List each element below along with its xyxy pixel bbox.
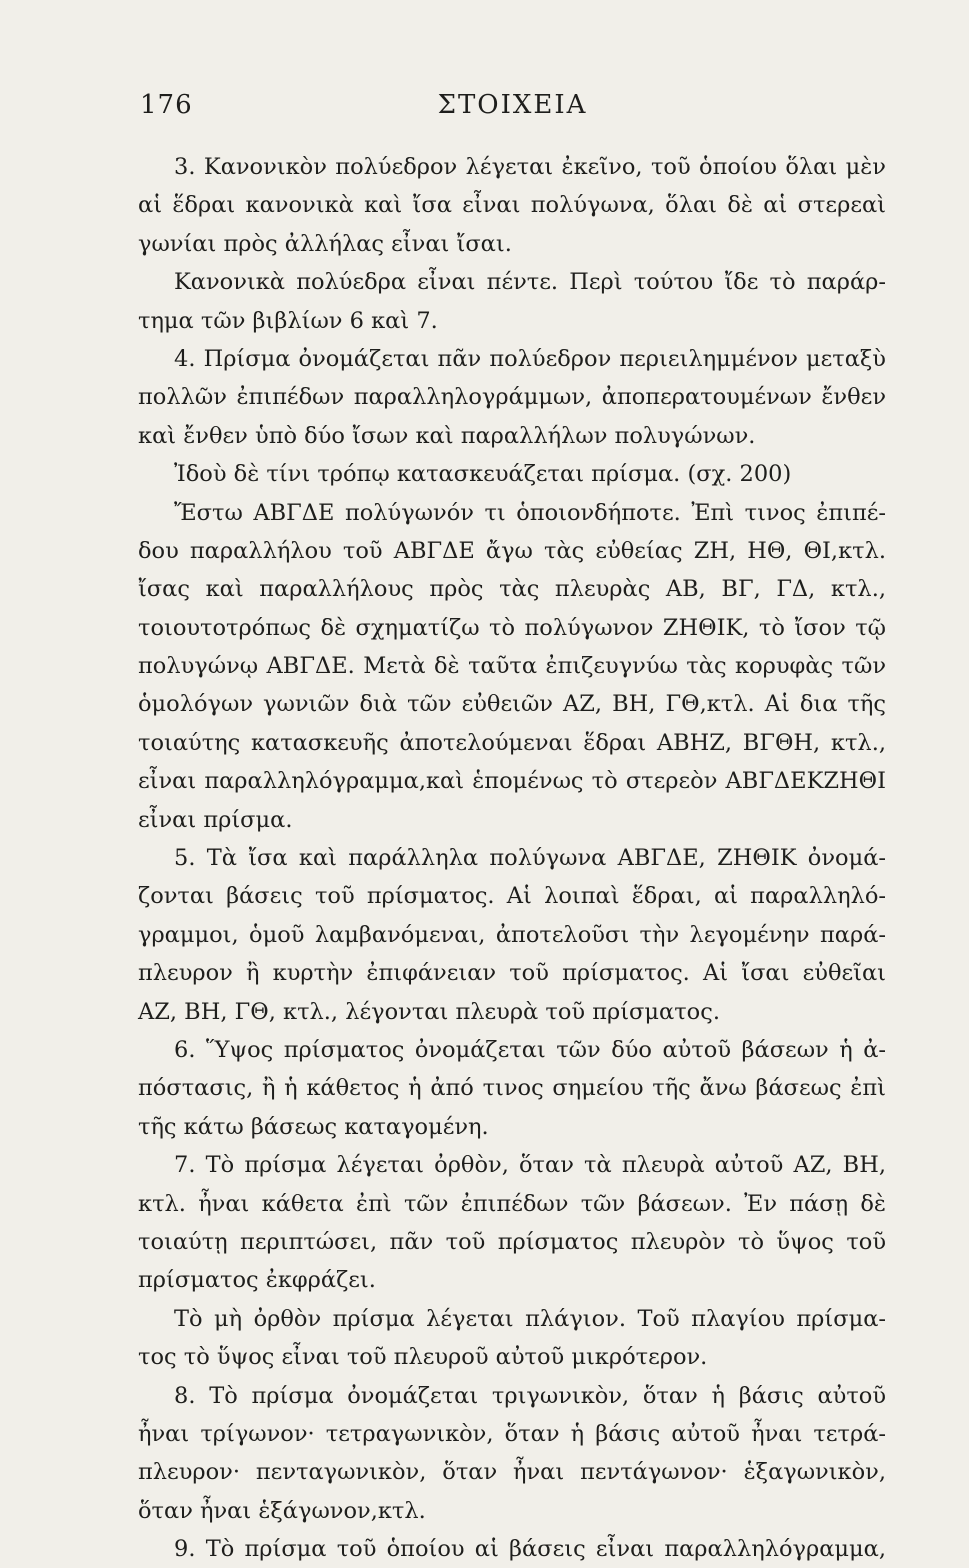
text-line: ἦναι τρίγωνον· τετραγωνικὸν, ὅταν ἡ βάσις αὐτοῦ ἦναι τετρά- xyxy=(138,1420,886,1447)
running-title: ΣΤΟΙΧΕΙΑ xyxy=(437,90,588,120)
text-line: τος τὸ ὕψος εἶναι τοῦ πλευροῦ αὐτοῦ μικρότερον. xyxy=(138,1344,708,1371)
text-line: τοιαύτῃ περιπτώσει, πᾶν τοῦ πρίσματος πλευρὸν τὸ ὕψος τοῦ xyxy=(138,1228,886,1255)
text-line: εἶναι πρίσμα. xyxy=(138,806,293,833)
text-line: Ἰδοὺ δὲ τίνι τρόπῳ κατασκευάζεται πρίσμα. (σχ. 200) xyxy=(174,461,792,488)
text-line: 7. Τὸ πρίσμα λέγεται ὀρθὸν, ὅταν τὰ πλευρὰ αὐτοῦ ΑΖ, ΒΗ, xyxy=(174,1152,886,1179)
text-line: 6. Ὕψος πρίσματος ὀνομάζεται τῶν δύο αὐτοῦ βάσεων ἡ ἀ- xyxy=(174,1036,886,1063)
text-line: εἶναι παραλληλόγραμμα,καὶ ἑπομένως τὸ στερεὸν ΑΒΓΔΕΚΖΗΘΙ xyxy=(138,768,886,795)
text-line: δου παραλλήλου τοῦ ΑΒΓΔΕ ἄγω τὰς εὐθείας ΖΗ, ΗΘ, ΘΙ,κτλ. xyxy=(138,537,886,564)
text-line: καὶ ἔνθεν ὑπὸ δύο ἴσων καὶ παραλλήλων πολυγώνων. xyxy=(138,422,756,449)
text-line: ζονται βάσεις τοῦ πρίσματος. Αἱ λοιπαὶ ἕδραι, αἱ παραλληλό- xyxy=(138,883,886,910)
text-line: 4. Πρίσμα ὀνομάζεται πᾶν πολύεδρον περιειλημμένον μεταξὺ xyxy=(174,345,886,372)
text-line: ΑΖ, ΒΗ, ΓΘ, κτλ., λέγονται πλευρὰ τοῦ πρίσματος. xyxy=(138,998,720,1025)
page-number: 176 xyxy=(140,90,193,120)
text-line: πλευρον· πενταγωνικὸν, ὅταν ἦναι πεντάγωνον· ἑξαγωνικὸν, xyxy=(138,1459,886,1486)
text-line: ἴσας καὶ παραλλήλους πρὸς τὰς πλευρὰς ΑΒ, ΒΓ, ΓΔ, κτλ., xyxy=(138,576,886,603)
text-line: 5. Τὰ ἴσα καὶ παράλληλα πολύγωνα ΑΒΓΔΕ, ΖΗΘΙΚ ὀνομά- xyxy=(174,845,886,872)
text-line: 8. Τὸ πρίσμα ὀνομάζεται τριγωνικὸν, ὅταν ἡ βάσις αὐτοῦ xyxy=(174,1382,886,1409)
body-text xyxy=(138,148,886,1568)
text-line: 9. Τὸ πρίσμα τοῦ ὁποίου αἱ βάσεις εἶναι παραλληλόγραμμα, xyxy=(174,1536,886,1563)
text-line: 3. Κανονικὸν πολύεδρον λέγεται ἐκεῖνο, τοῦ ὁποίου ὅλαι μὲν xyxy=(174,154,886,180)
page-header xyxy=(140,90,885,130)
text-line: πλευρον ἢ κυρτὴν ἐπιφάνειαν τοῦ πρίσματος. Αἱ ἴσαι εὐθεῖαι xyxy=(138,960,886,987)
text-line: Τὸ μὴ ὀρθὸν πρίσμα λέγεται πλάγιον. Τοῦ πλαγίου πρίσμα- xyxy=(174,1305,886,1332)
text-line: κτλ. ἦναι κάθετα ἐπὶ τῶν ἐπιπέδων τῶν βάσεων. Ἐν πάσῃ δὲ xyxy=(138,1190,886,1217)
text-line: πολυγώνῳ ΑΒΓΔΕ. Μετὰ δὲ ταῦτα ἐπιζευγνύω τὰς κορυφὰς τῶν xyxy=(138,653,886,680)
text-line: ὁμολόγων γωνιῶν διὰ τῶν εὐθειῶν ΑΖ, ΒΗ, ΓΘ,κτλ. Αἱ δια τῆς xyxy=(138,691,886,718)
text-line: γωνίαι πρὸς ἀλλήλας εἶναι ἴσαι. xyxy=(138,230,512,257)
text-line: Κανονικὰ πολύεδρα εἶναι πέντε. Περὶ τούτου ἴδε τὸ παράρ- xyxy=(174,269,886,296)
text-line: τοιουτοτρόπως δὲ σχηματίζω τὸ πολύγωνον ΖΗΘΙΚ, τὸ ἴσον τῷ xyxy=(138,614,886,641)
text-line: πολλῶν ἐπιπέδων παραλληλογράμμων, ἀποπερατουμένων ἔνθεν xyxy=(138,384,886,411)
text-line: πρίσματος ἐκφράζει. xyxy=(138,1267,376,1294)
text-line: τημα τῶν βιβλίων 6 καὶ 7. xyxy=(138,307,438,334)
text-line: Ἔστω ΑΒΓΔΕ πολύγωνόν τι ὁποιονδήποτε. Ἐπὶ τινος ἐπιπέ- xyxy=(174,499,886,526)
text-line: τῆς κάτω βάσεως καταγομένη. xyxy=(138,1113,489,1140)
text-line: ὅταν ἦναι ἑξάγωνον,κτλ. xyxy=(138,1497,426,1524)
text-line: γραμμοι, ὁμοῦ λαμβανόμεναι, ἀποτελοῦσι τὴν λεγομένην παρά- xyxy=(138,921,886,948)
text-line: αἱ ἕδραι κανονικὰ καὶ ἴσα εἶναι πολύγωνα, ὅλαι δὲ αἱ στερεαὶ xyxy=(138,192,886,219)
text-line: τοιαύτης κατασκευῆς ἀποτελούμεναι ἕδραι ΑΒΗΖ, ΒΓΘΗ, κτλ., xyxy=(138,729,886,756)
text-line: πόστασις, ἢ ἡ κάθετος ἡ ἀπό τινος σημείου τῆς ἄνω βάσεως ἐπὶ xyxy=(138,1075,886,1102)
